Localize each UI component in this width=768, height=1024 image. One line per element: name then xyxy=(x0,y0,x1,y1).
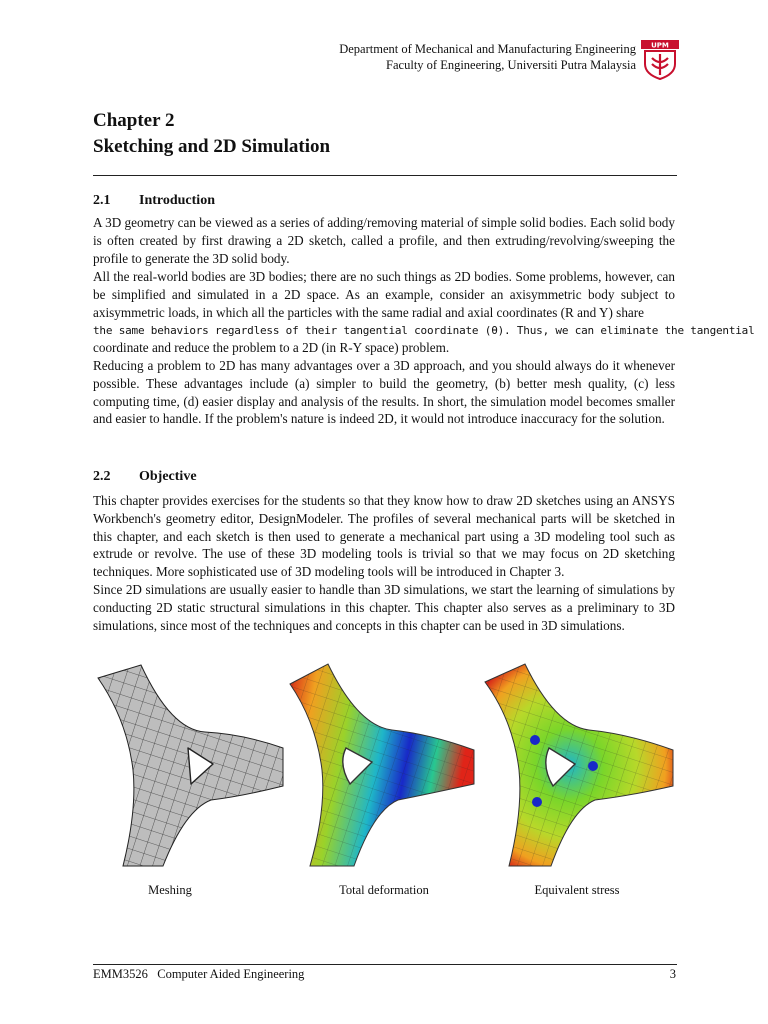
figure-caption-meshing: Meshing xyxy=(148,883,192,897)
paragraph-line: the same behaviors regardless of their tangential coordinate (θ). Thus, we can eliminate the tangential xyxy=(93,324,755,337)
total-deformation-figure xyxy=(288,660,478,870)
meshing-figure xyxy=(93,660,288,870)
title-divider xyxy=(93,175,677,176)
section-heading-objective xyxy=(93,469,197,485)
figure-caption-equivalent-stress: Equivalent stress xyxy=(534,883,620,897)
chapter-label: Chapter 2 xyxy=(93,110,175,131)
faculty-line: Faculty of Engineering, Universiti Putra Malaysia xyxy=(386,58,636,72)
paragraph: A 3D geometry can be viewed as a series of adding/removing material of simple solid bodies. Each solid body is often created by first drawing a 2D sketch, called a profile, and then extruding/revolving/sweeping the profile to generate the 3D solid body. xyxy=(93,215,675,266)
section-number: 2.2 xyxy=(93,469,111,484)
section-title: Introduction xyxy=(139,193,215,208)
svg-text:UPM: UPM xyxy=(651,41,669,50)
footer-divider xyxy=(93,964,677,965)
equivalent-stress-figure xyxy=(483,660,678,870)
department-line: Department of Mechanical and Manufacturing Engineering xyxy=(339,42,636,56)
paragraph: This chapter provides exercises for the students so that they know how to draw 2D sketches using an ANSYS Workbench's geometry editor, DesignModeler. The profiles of several mechanical parts will be sketched in this chapter, and each sketch is then used to generate a mechanical part using a 3D modeling tool such as extrude or revolve. The use of these 3D modeling tools is trivial so that we may focus on 2D sketching techniques. More sophisticated use of 3D modeling tools will be introduced in Chapter 3. xyxy=(93,493,675,580)
chapter-heading xyxy=(93,108,330,160)
chapter-title: Sketching and 2D Simulation xyxy=(93,136,331,157)
page-number: 3 xyxy=(669,967,676,981)
university-logo xyxy=(641,40,679,80)
paragraph: Since 2D simulations are usually easier to handle than 3D simulations, we start the learning of simulations by conducting 2D static structural simulations in this chapter. This chapter also serves as a preliminary to 3D simulations, since most of the techniques and concepts in this chapter can be used in 3D simulations. xyxy=(93,582,675,633)
footer-course: EMM3526 Computer Aided Engineering xyxy=(93,967,305,981)
figure-caption-total-deformation: Total deformation xyxy=(339,883,429,897)
section-number: 2.1 xyxy=(93,193,111,208)
page-header xyxy=(300,41,636,73)
section-title: Objective xyxy=(139,469,197,484)
paragraph: Reducing a problem to 2D has many advantages over a 3D approach, and you should always do it whenever possible. These advantages include (a) simpler to build the geometry, (b) better mesh quality, (c) less computing time, (d) easier display and analysis of the results. In short, the simulation model becomes smaller and easier to handle. If the problem's nature is indeed 2D, it would not introduce inaccuracy for the solution. xyxy=(93,358,675,427)
paragraph-line: coordinate and reduce the problem to a 2D (in R-Y space) problem. xyxy=(93,340,450,355)
section-heading-introduction xyxy=(93,193,215,209)
paragraph: All the real-world bodies are 3D bodies; there are no such things as 2D bodies. Some problems, however, can be simplified and simulated in a 2D space. As an example, consider an axisymmetric body subject to axisymmetric loads, in which all the particles with the same radial and axial coordinates (R and Y) share xyxy=(93,269,675,320)
